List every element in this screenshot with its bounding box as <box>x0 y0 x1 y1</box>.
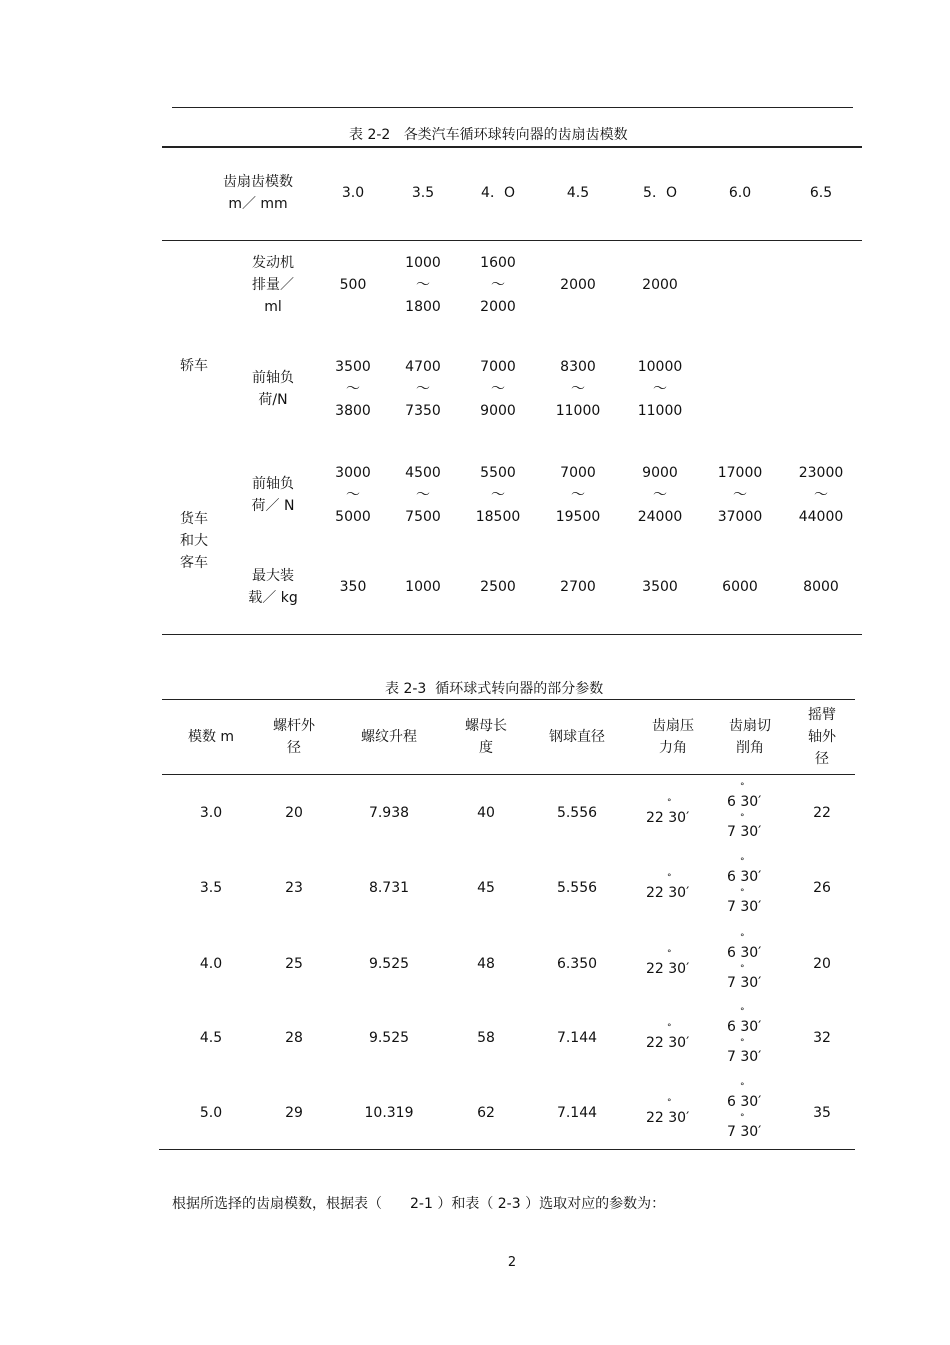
table-cell-line: 350 <box>339 579 367 595</box>
table-cell-line: 4.5 <box>199 1030 223 1046</box>
table-cell-line: 19500 <box>555 509 601 525</box>
column-header-line: 轴外 <box>808 729 836 745</box>
degree-symbol: ° <box>667 949 672 959</box>
table-cell-line: 44000 <box>798 509 844 525</box>
caption-text: 各类汽车循环球转向器的齿扇齿模数 <box>403 127 628 143</box>
table-cell-line: 4500 <box>405 465 441 481</box>
table-cell <box>540 576 616 598</box>
column-header-line: 径 <box>815 751 829 767</box>
table-cell-line: 17000 <box>717 465 763 481</box>
cut-angle-lower: 7 30′ <box>727 1124 762 1140</box>
table-cell-line: 6.350 <box>556 956 598 972</box>
table-cell-line: 7.144 <box>556 1030 598 1046</box>
group-label-car <box>169 355 219 377</box>
column-header-line: 钢球直径 <box>549 729 605 745</box>
column-header <box>638 715 708 759</box>
column-header-line: 摇臂 <box>808 707 836 723</box>
table-2-2-bottom-rule <box>162 634 862 635</box>
table-cell <box>315 576 391 598</box>
cut-angle-upper: 6 30′ <box>727 1094 762 1110</box>
group-label-truck-line: 客车 <box>180 555 208 571</box>
table-cell-line: ～ <box>653 487 667 503</box>
caption-number: 表 2-2 <box>349 127 391 143</box>
row-label-line: 最大装 <box>252 568 294 584</box>
table-cell-line: 3.5 <box>199 880 223 896</box>
module-value-line: 4.5 <box>566 185 590 201</box>
table-cell-line: 32 <box>813 1030 831 1046</box>
table-cell <box>171 1027 251 1049</box>
table-cell <box>460 576 536 598</box>
table-cell-line: 8000 <box>803 579 839 595</box>
table-cell-line: 20 <box>285 805 303 821</box>
table-cell-line: ～ <box>346 487 360 503</box>
table-cell <box>540 274 616 296</box>
module-value-line: 3.0 <box>341 185 365 201</box>
pressure-angle: 22 30′ <box>646 1110 690 1126</box>
table-cell-line: 24000 <box>637 509 683 525</box>
table-cell-line: 10.319 <box>364 1105 414 1121</box>
module-value <box>705 182 775 204</box>
table-cell <box>783 462 859 528</box>
table-cell-line: 22 <box>813 805 831 821</box>
table-cell <box>171 953 251 975</box>
column-header <box>542 726 612 748</box>
row-label-line: 发动机 <box>252 255 294 271</box>
table-2-2-top-rule <box>162 146 862 148</box>
table-cell <box>385 356 461 422</box>
column-header <box>166 726 256 748</box>
table-cell-line: 7000 <box>480 359 516 375</box>
table-cell <box>254 1027 334 1049</box>
degree-symbol: ° <box>740 964 745 974</box>
table-cell-line: 500 <box>339 277 367 293</box>
column-header-line: 齿扇压 <box>652 718 694 734</box>
degree-symbol: ° <box>740 933 745 943</box>
module-value-line: 3.5 <box>411 185 435 201</box>
table-2-2-header-rule <box>162 240 862 241</box>
degree-symbol: ° <box>740 1113 745 1123</box>
table-cell-line: ～ <box>491 487 505 503</box>
table-cell <box>702 576 778 598</box>
pressure-angle: 22 30′ <box>646 1035 690 1051</box>
table-cell-line: 35 <box>813 1105 831 1121</box>
degree-symbol: ° <box>667 798 672 808</box>
table-cell-line: 23000 <box>798 465 844 481</box>
table-cell-line: 4700 <box>405 359 441 375</box>
table-cell-line: 5.0 <box>199 1105 223 1121</box>
table-cell <box>446 1102 526 1124</box>
table-cell <box>622 576 698 598</box>
table-cell-line: 9.525 <box>368 1030 410 1046</box>
table-cell-line: 23 <box>285 880 303 896</box>
table-cell-line: 29 <box>285 1105 303 1121</box>
table-2-3-header-rule <box>162 774 855 775</box>
row-label-line: ml <box>264 299 282 315</box>
cut-angle-upper: 6 30′ <box>727 945 762 961</box>
table-cell-line: 62 <box>477 1105 495 1121</box>
table-cell <box>622 274 698 296</box>
degree-symbol: ° <box>740 1082 745 1092</box>
table-cell <box>385 252 461 318</box>
degree-symbol: ° <box>667 873 672 883</box>
table-cell <box>446 802 526 824</box>
table-cell-line: 11000 <box>555 403 601 419</box>
module-value-line: 6.0 <box>728 185 752 201</box>
table-cell-line: 28 <box>285 1030 303 1046</box>
table-cell-line: 2000 <box>560 277 596 293</box>
table-cell <box>171 802 251 824</box>
table-cell-line: 40 <box>477 805 495 821</box>
table-cell <box>792 802 852 824</box>
table-cell-line: 1000 <box>405 579 441 595</box>
degree-symbol: ° <box>740 857 745 867</box>
table-cell <box>537 877 617 899</box>
module-value-line: 5．O <box>643 185 677 201</box>
table-cell-line: 8.731 <box>368 880 410 896</box>
table-2-3-caption <box>385 678 603 698</box>
table-cell <box>254 1102 334 1124</box>
group-label-truck <box>169 508 219 574</box>
table-cell-line: 37000 <box>717 509 763 525</box>
row-label-line: 荷/N <box>258 392 288 408</box>
table-cell-line: 3000 <box>335 465 371 481</box>
table-cell <box>446 877 526 899</box>
table-cell-line: 2500 <box>480 579 516 595</box>
pressure-angle: 22 30′ <box>646 961 690 977</box>
cut-angle-upper: 6 30′ <box>727 794 762 810</box>
module-value-line: 4．O <box>481 185 515 201</box>
table-cell <box>315 356 391 422</box>
table-cell <box>254 953 334 975</box>
table-cell <box>540 462 616 528</box>
degree-symbol: ° <box>740 813 745 823</box>
pressure-angle: 22 30′ <box>646 885 690 901</box>
table-cell-line: 1000 <box>405 255 441 271</box>
module-value-line: 6.5 <box>809 185 833 201</box>
table-cell-line: 5.556 <box>556 805 598 821</box>
group-label-truck-line: 货车 <box>180 511 208 527</box>
table-cell <box>349 802 429 824</box>
table-cell-line: ～ <box>416 487 430 503</box>
cut-angle-lower: 7 30′ <box>727 824 762 840</box>
module-value <box>625 182 695 204</box>
table-cell-line: 3500 <box>335 359 371 375</box>
table-cell <box>349 1027 429 1049</box>
table-cell <box>349 1102 429 1124</box>
row-label-line: 前轴负 <box>252 370 294 386</box>
table-cell-line: ～ <box>416 277 430 293</box>
table-cell-line: 5500 <box>480 465 516 481</box>
table-cell-line: 3500 <box>642 579 678 595</box>
column-header-line: 螺母长 <box>465 718 507 734</box>
table-cell-line: ～ <box>571 487 585 503</box>
table-cell <box>171 1102 251 1124</box>
module-header-label-line: 齿扇齿模数 <box>223 174 293 190</box>
table-cell <box>537 953 617 975</box>
module-value <box>388 182 458 204</box>
table-cell-line: 7.144 <box>556 1105 598 1121</box>
table-cell-line: 25 <box>285 956 303 972</box>
table-cell-line: 58 <box>477 1030 495 1046</box>
table-cell <box>537 802 617 824</box>
degree-symbol: ° <box>740 1007 745 1017</box>
table-cell-line: ～ <box>571 381 585 397</box>
row-label-line: 载／ kg <box>248 590 298 606</box>
table-cell <box>702 462 778 528</box>
table-cell-line: 10000 <box>637 359 683 375</box>
row-label <box>233 565 313 609</box>
table-cell <box>460 252 536 318</box>
column-header-line: 螺纹升程 <box>361 729 417 745</box>
table-cell <box>315 274 391 296</box>
table-cell <box>537 1027 617 1049</box>
column-header-line: 力角 <box>659 740 687 756</box>
table-cell <box>254 877 334 899</box>
table-cell-line: ～ <box>653 381 667 397</box>
table-2-3-bottom-rule <box>159 1149 855 1150</box>
degree-symbol: ° <box>740 888 745 898</box>
table-cell-line: 8300 <box>560 359 596 375</box>
table-cell-line: 7500 <box>405 509 441 525</box>
table-cell <box>792 1027 852 1049</box>
table-cell-line: 5000 <box>335 509 371 525</box>
degree-symbol: ° <box>740 782 745 792</box>
table-cell-line: ～ <box>346 381 360 397</box>
cut-angle-upper: 6 30′ <box>727 1019 762 1035</box>
column-header <box>354 726 424 748</box>
table-cell <box>446 1027 526 1049</box>
table-cell <box>460 462 536 528</box>
group-label-car-line: 轿车 <box>180 358 208 374</box>
module-value <box>463 182 533 204</box>
table-cell <box>385 576 461 598</box>
table-cell <box>792 953 852 975</box>
column-header <box>715 715 785 759</box>
column-header <box>787 704 857 770</box>
table-cell-line: 9000 <box>642 465 678 481</box>
caption-text: 循环球式转向器的部分参数 <box>435 681 604 697</box>
pressure-angle: 22 30′ <box>646 810 690 826</box>
table-cell <box>460 356 536 422</box>
table-cell <box>171 877 251 899</box>
row-label <box>233 252 313 318</box>
table-cell <box>622 462 698 528</box>
table-cell-line: 6000 <box>722 579 758 595</box>
row-label <box>233 367 313 411</box>
table-cell <box>537 1102 617 1124</box>
row-label-line: 荷／ N <box>251 498 295 514</box>
table-cell-line: 48 <box>477 956 495 972</box>
cut-angle-lower: 7 30′ <box>727 975 762 991</box>
column-header <box>259 715 329 759</box>
column-header-line: 螺杆外 <box>273 718 315 734</box>
table-cell-line: 2000 <box>480 299 516 315</box>
column-header-line: 模数 m <box>187 729 235 745</box>
table-cell-line: ～ <box>814 487 828 503</box>
page-number: 2 <box>507 1255 517 1270</box>
column-header <box>451 715 521 759</box>
table-2-3-top-rule <box>162 699 855 700</box>
module-value <box>543 182 613 204</box>
table-cell-line: ～ <box>491 381 505 397</box>
column-header-line: 度 <box>479 740 493 756</box>
table-cell-line: 1800 <box>405 299 441 315</box>
degree-symbol: ° <box>740 1038 745 1048</box>
degree-symbol: ° <box>667 1098 672 1108</box>
table-cell <box>446 953 526 975</box>
table-cell <box>792 877 852 899</box>
row-label-line: 排量／ <box>252 277 294 293</box>
cut-angle-upper: 6 30′ <box>727 869 762 885</box>
table-cell-line: 9000 <box>480 403 516 419</box>
table-cell-line: 18500 <box>475 509 521 525</box>
table-cell-line: 26 <box>813 880 831 896</box>
table-cell <box>349 877 429 899</box>
table-cell <box>315 462 391 528</box>
page-top-rule <box>172 107 853 108</box>
row-label <box>233 473 313 517</box>
table-cell-line: ～ <box>491 277 505 293</box>
cut-angle-lower: 7 30′ <box>727 899 762 915</box>
group-label-truck-line: 和大 <box>180 533 208 549</box>
table-cell-line: 7350 <box>405 403 441 419</box>
table-cell-line: 7000 <box>560 465 596 481</box>
table-cell <box>254 802 334 824</box>
column-header-line: 齿扇切 <box>729 718 771 734</box>
row-label-line: 前轴负 <box>252 476 294 492</box>
table-cell <box>349 953 429 975</box>
table-cell-line: ～ <box>733 487 747 503</box>
table-cell-line: 1600 <box>480 255 516 271</box>
caption-number: 表 2-3 <box>385 681 427 697</box>
table-cell <box>622 356 698 422</box>
module-value <box>318 182 388 204</box>
table-cell-line: 3800 <box>335 403 371 419</box>
column-header-line: 径 <box>287 740 301 756</box>
degree-symbol: ° <box>667 1023 672 1033</box>
table-cell-line: 7.938 <box>368 805 410 821</box>
module-header-label-line: m／ mm <box>228 196 288 212</box>
table-cell <box>792 1102 852 1124</box>
table-cell-line: 11000 <box>637 403 683 419</box>
table-cell-line: 20 <box>813 956 831 972</box>
table-cell-line: 4.0 <box>199 956 223 972</box>
body-paragraph: 根据所选择的齿扇模数，根据表（ 2-1 ）和表（ 2-3 ）选取对应的参数为： <box>172 1196 666 1212</box>
table-cell-line: 9.525 <box>368 956 410 972</box>
table-cell-line: 2700 <box>560 579 596 595</box>
table-cell-line: ～ <box>416 381 430 397</box>
table-cell-line: 2000 <box>642 277 678 293</box>
module-header-label <box>198 171 318 215</box>
table-cell <box>783 576 859 598</box>
table-cell <box>385 462 461 528</box>
column-header-line: 削角 <box>736 740 764 756</box>
table-cell-line: 5.556 <box>556 880 598 896</box>
module-value <box>786 182 856 204</box>
table-cell-line: 3.0 <box>199 805 223 821</box>
table-2-2-caption <box>349 124 628 144</box>
cut-angle-lower: 7 30′ <box>727 1049 762 1065</box>
table-cell-line: 45 <box>477 880 495 896</box>
table-cell <box>540 356 616 422</box>
